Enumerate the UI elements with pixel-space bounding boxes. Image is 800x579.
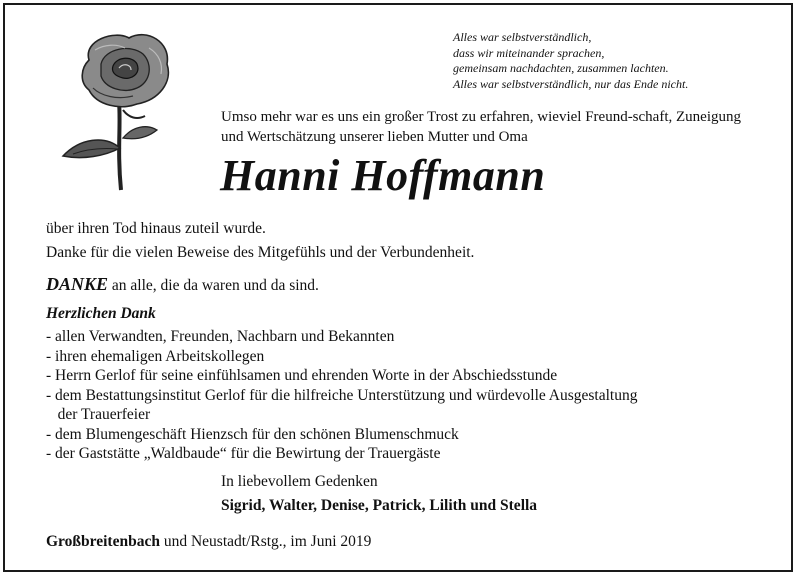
poem-line: Alles war selbstverständlich, [453,30,592,44]
poem-line: dass wir miteinander sprachen, [453,45,605,60]
dank-heading: Herzlichen Dank [46,305,156,322]
deceased-name: Hanni Hoffmann [220,151,546,200]
place-name: Großbreitenbach [46,533,160,550]
list-item: - dem Bestattungsinstitut Gerlof für die hilfreiche Unterstützung und würdevolle Ausgestaltung [46,386,638,404]
thanks-list [46,327,637,464]
poem-line: gemeinsam nachdachten, zusammen lachten. [453,61,669,75]
list-item: - Herrn Gerlof für seine einfühlsamen und ehrenden Worte in der Abschiedsstunde [46,367,558,384]
poem-line: Alles war selbstverständlich, nur das Ende nicht. [453,76,689,91]
signatories: Sigrid, Walter, Denise, Patrick, Lilith und Stella [221,497,538,514]
thanks-line: Danke für die vielen Beweise des Mitgefühls und der Verbundenheit. [46,244,475,261]
list-item: - dem Blumengeschäft Hienzsch für den schönen Blumenschmuck [46,425,459,443]
poem [453,30,688,92]
place-date [46,532,371,552]
after-name-text: über ihren Tod hinaus zuteil wurde. [46,220,266,237]
list-item: - der Gaststätte „Waldbaude“ für die Bewirtung der Trauergäste [46,445,441,462]
place-rest: und Neustadt/Rstg., im Juni 2019 [159,533,372,550]
danke-word: DANKE [46,274,109,294]
danke-rest: an alle, die da waren und da sind. [108,277,319,294]
list-item: - ihren ehemaligen Arbeitskollegen [46,347,265,365]
rose-icon [55,30,185,195]
intro-text: Umso mehr war es uns ein großer Trost zu erfahren, wieviel Freund-schaft, Zuneigung und Wertschätzung unserer lieben Mutter und Oma [221,109,741,145]
danke-line [46,274,319,296]
closing-text: In liebevollem Gedenken [221,473,378,490]
list-item: der Trauerfeier [46,406,151,423]
list-item: - allen Verwandten, Freunden, Nachbarn und Bekannten [46,328,395,345]
